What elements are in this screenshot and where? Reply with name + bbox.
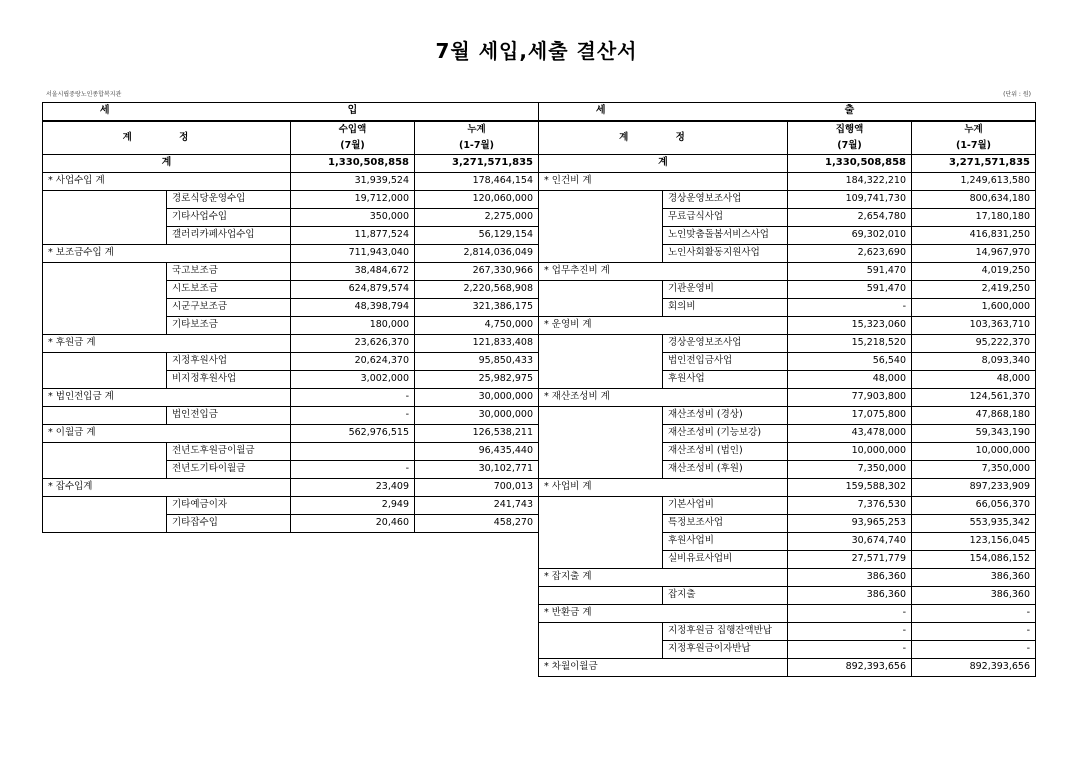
income-item-label: 비지정후원사업 [167, 370, 291, 388]
expense-indent-cell [539, 622, 663, 640]
expense-item-label: 지정후원금 집행잔액반납 [663, 622, 788, 640]
expense-cumulative-cell: 1,249,613,580 [912, 172, 1036, 190]
expense-amount-cell: 2,623,690 [788, 244, 912, 262]
income-item-label: 기타잡수입 [167, 514, 291, 532]
income-group-row [43, 388, 539, 406]
expense-indent-cell [539, 442, 663, 460]
expense-item-label: 특정보조사업 [663, 514, 788, 532]
expense-indent-cell [539, 208, 663, 226]
income-amount-cell: 19,712,000 [291, 190, 415, 208]
income-total-row [43, 154, 539, 172]
expense-group-row [539, 568, 1036, 586]
expense-item-row [539, 460, 1036, 478]
income-total-cumulative: 3,271,571,835 [415, 154, 539, 172]
expense-indent-cell [539, 352, 663, 370]
income-group-row [43, 424, 539, 442]
expense-group-row [539, 388, 1036, 406]
income-cumulative-cell: 96,435,440 [415, 442, 539, 460]
expense-amount-cell: 10,000,000 [788, 442, 912, 460]
income-amount-cell [291, 442, 415, 460]
expense-amount-cell: 56,540 [788, 352, 912, 370]
expense-item-label: 후원사업비 [663, 532, 788, 550]
expense-item-label: 노인사회활동지원사업 [663, 244, 788, 262]
expense-item-row [539, 442, 1036, 460]
income-item-row [43, 226, 539, 244]
expense-item-label: 후원사업 [663, 370, 788, 388]
expense-cumulative-cell: 553,935,342 [912, 514, 1036, 532]
income-table [42, 102, 539, 533]
expense-group-row [539, 316, 1036, 334]
income-cumulative-cell: 2,814,036,049 [415, 244, 539, 262]
income-amount-cell: 2,949 [291, 496, 415, 514]
expense-section-left: 세 [539, 103, 663, 121]
expense-amount-cell: - [788, 298, 912, 316]
income-cumulative-cell: 267,330,966 [415, 262, 539, 280]
income-amount-cell: 20,624,370 [291, 352, 415, 370]
income-cumulative-cell: 30,000,000 [415, 406, 539, 424]
page-title: 7월 세입,세출 결산서 [435, 39, 638, 63]
expense-item-label: 실비유료사업비 [663, 550, 788, 568]
expense-amount-cell: 15,323,060 [788, 316, 912, 334]
income-cumulative-cell: 241,743 [415, 496, 539, 514]
expense-cumulative-cell: 416,831,250 [912, 226, 1036, 244]
expense-indent-cell [539, 460, 663, 478]
expense-item-row [539, 280, 1036, 298]
expense-amount-cell: 93,965,253 [788, 514, 912, 532]
income-item-row [43, 190, 539, 208]
expense-cumulative-cell: 1,600,000 [912, 298, 1036, 316]
expense-total-label: 계 [539, 154, 788, 172]
income-indent-cell [43, 190, 167, 208]
expense-cumulative-cell: 10,000,000 [912, 442, 1036, 460]
expense-amount-cell: 77,903,800 [788, 388, 912, 406]
income-amount-cell: 350,000 [291, 208, 415, 226]
expense-cumulative-cell: 124,561,370 [912, 388, 1036, 406]
expense-indent-cell [539, 370, 663, 388]
expense-cumulative-cell: 386,360 [912, 586, 1036, 604]
income-item-row [43, 496, 539, 514]
expense-amount-cell: 17,075,800 [788, 406, 912, 424]
expense-cumulative-cell: 897,233,909 [912, 478, 1036, 496]
expense-cumulative-cell: 123,156,045 [912, 532, 1036, 550]
income-item-row [43, 370, 539, 388]
expense-group-row [539, 658, 1036, 676]
expense-item-label: 경상운영보조사업 [663, 334, 788, 352]
income-item-row [43, 460, 539, 478]
income-group-label: * 잡수입계 [43, 478, 291, 496]
expense-item-row [539, 298, 1036, 316]
expense-cumulative-cell: 17,180,180 [912, 208, 1036, 226]
income-group-label: * 후원금 계 [43, 334, 291, 352]
expense-indent-cell [539, 424, 663, 442]
income-item-label: 전년도기타이월금 [167, 460, 291, 478]
expense-header-cumulative: 누계 (1-7월) [912, 121, 1036, 155]
income-cumulative-cell: 25,982,975 [415, 370, 539, 388]
expense-item-label: 기본사업비 [663, 496, 788, 514]
expense-amount-cell: 15,218,520 [788, 334, 912, 352]
expense-total-cumulative: 3,271,571,835 [912, 154, 1036, 172]
income-group-row [43, 172, 539, 190]
expense-cumulative-cell: 95,222,370 [912, 334, 1036, 352]
income-cumulative-cell: 126,538,211 [415, 424, 539, 442]
income-cumulative-cell: 121,833,408 [415, 334, 539, 352]
expense-cumulative-cell: 59,343,190 [912, 424, 1036, 442]
expense-indent-cell [539, 532, 663, 550]
expense-indent-cell [539, 496, 663, 514]
expense-item-row [539, 640, 1036, 658]
expense-group-row [539, 478, 1036, 496]
income-item-row [43, 406, 539, 424]
expense-item-label: 경상운영보조사업 [663, 190, 788, 208]
expense-item-label: 회의비 [663, 298, 788, 316]
expense-group-row [539, 172, 1036, 190]
expense-item-row [539, 550, 1036, 568]
expense-total-row [539, 154, 1036, 172]
income-cumulative-cell: 30,000,000 [415, 388, 539, 406]
income-group-row [43, 334, 539, 352]
income-amount-cell: 38,484,672 [291, 262, 415, 280]
expense-group-label: * 업무추진비 계 [539, 262, 788, 280]
expense-item-row [539, 424, 1036, 442]
expense-item-row [539, 244, 1036, 262]
expense-amount-cell: - [788, 622, 912, 640]
expense-group-row [539, 262, 1036, 280]
income-group-row [43, 244, 539, 262]
expense-item-label: 무료급식사업 [663, 208, 788, 226]
expense-indent-cell [539, 514, 663, 532]
income-indent-cell [43, 316, 167, 334]
income-group-label: * 사업수입 계 [43, 172, 291, 190]
expense-item-row [539, 532, 1036, 550]
income-item-row [43, 352, 539, 370]
expense-item-row [539, 514, 1036, 532]
income-group-label: * 법인전입금 계 [43, 388, 291, 406]
income-cumulative-cell: 2,220,568,908 [415, 280, 539, 298]
expense-item-row [539, 622, 1036, 640]
expense-group-label: * 재산조성비 계 [539, 388, 788, 406]
expense-amount-cell: 7,376,530 [788, 496, 912, 514]
expense-column-header [539, 121, 1036, 155]
expense-group-label: * 인건비 계 [539, 172, 788, 190]
income-section-left: 세 [43, 103, 167, 121]
income-item-row [43, 262, 539, 280]
income-indent-cell [43, 352, 167, 370]
expense-item-row [539, 586, 1036, 604]
income-cumulative-cell: 120,060,000 [415, 190, 539, 208]
expense-amount-cell: 591,470 [788, 262, 912, 280]
income-item-label: 기타보조금 [167, 316, 291, 334]
income-amount-cell: 23,626,370 [291, 334, 415, 352]
income-item-label: 국고보조금 [167, 262, 291, 280]
expense-amount-cell: 109,741,730 [788, 190, 912, 208]
expense-table [538, 102, 1036, 677]
expense-amount-cell: 386,360 [788, 586, 912, 604]
expense-item-row [539, 190, 1036, 208]
income-indent-cell [43, 298, 167, 316]
expense-section-header [539, 103, 1036, 121]
expense-item-row [539, 208, 1036, 226]
expense-header-item: 계 정 [539, 121, 788, 155]
expense-item-row [539, 226, 1036, 244]
expense-amount-cell: 591,470 [788, 280, 912, 298]
expense-group-label: * 사업비 계 [539, 478, 788, 496]
expense-item-row [539, 370, 1036, 388]
expense-cumulative-cell: 2,419,250 [912, 280, 1036, 298]
expense-amount-cell: 159,588,302 [788, 478, 912, 496]
income-cumulative-cell: 458,270 [415, 514, 539, 532]
expense-cumulative-cell: 66,056,370 [912, 496, 1036, 514]
expense-item-label: 노인맞춤돌봄서비스사업 [663, 226, 788, 244]
income-indent-cell [43, 514, 167, 532]
income-item-label: 전년도후원금이월금 [167, 442, 291, 460]
expense-amount-cell: 27,571,779 [788, 550, 912, 568]
expense-amount-cell: 7,350,000 [788, 460, 912, 478]
income-amount-cell: 180,000 [291, 316, 415, 334]
income-cumulative-cell: 95,850,433 [415, 352, 539, 370]
income-amount-cell: 624,879,574 [291, 280, 415, 298]
income-amount-cell: - [291, 406, 415, 424]
expense-group-label: * 반환금 계 [539, 604, 788, 622]
expense-cumulative-cell: - [912, 622, 1036, 640]
expense-item-row [539, 352, 1036, 370]
expense-cumulative-cell: - [912, 604, 1036, 622]
expense-item-label: 재산조성비 (법인) [663, 442, 788, 460]
expense-amount-cell: - [788, 604, 912, 622]
income-amount-cell: 20,460 [291, 514, 415, 532]
expense-cumulative-cell: 47,868,180 [912, 406, 1036, 424]
income-section-header [43, 103, 539, 121]
unit-label: (단위 : 원) [1003, 91, 1031, 98]
expense-amount-cell: 48,000 [788, 370, 912, 388]
income-cumulative-cell: 700,013 [415, 478, 539, 496]
organization-name: 서울시립중랑노인종합복지관 [46, 91, 122, 98]
income-group-label: * 이월금 계 [43, 424, 291, 442]
expense-item-label: 재산조성비 (후원) [663, 460, 788, 478]
income-amount-cell: 711,943,040 [291, 244, 415, 262]
expense-indent-cell [539, 244, 663, 262]
income-item-row [43, 298, 539, 316]
expense-item-label: 법인전입금사업 [663, 352, 788, 370]
income-amount-cell: 3,002,000 [291, 370, 415, 388]
expense-item-label: 지정후원금이자반납 [663, 640, 788, 658]
income-cumulative-cell: 2,275,000 [415, 208, 539, 226]
income-indent-cell [43, 370, 167, 388]
expense-cumulative-cell: 7,350,000 [912, 460, 1036, 478]
income-total-label: 계 [43, 154, 291, 172]
expense-item-label: 재산조성비 (경상) [663, 406, 788, 424]
income-item-label: 갤러리카페사업수입 [167, 226, 291, 244]
expense-amount-cell: - [788, 640, 912, 658]
income-item-row [43, 442, 539, 460]
income-cumulative-cell: 321,386,175 [415, 298, 539, 316]
income-section-right: 입 [291, 103, 415, 121]
expense-cumulative-cell: 48,000 [912, 370, 1036, 388]
income-amount-cell: - [291, 460, 415, 478]
income-item-label: 시군구보조금 [167, 298, 291, 316]
expense-item-row [539, 496, 1036, 514]
income-total-amount: 1,330,508,858 [291, 154, 415, 172]
expense-indent-cell [539, 280, 663, 298]
income-indent-cell [43, 442, 167, 460]
expense-indent-cell [539, 640, 663, 658]
expense-indent-cell [539, 190, 663, 208]
expense-indent-cell [539, 406, 663, 424]
income-amount-cell: 11,877,524 [291, 226, 415, 244]
expense-amount-cell: 386,360 [788, 568, 912, 586]
expense-cumulative-cell: 892,393,656 [912, 658, 1036, 676]
expense-group-row [539, 604, 1036, 622]
expense-indent-cell [539, 550, 663, 568]
income-amount-cell: 23,409 [291, 478, 415, 496]
income-amount-cell: 31,939,524 [291, 172, 415, 190]
expense-group-label: * 잡지출 계 [539, 568, 788, 586]
income-item-label: 기타예금이자 [167, 496, 291, 514]
income-indent-cell [43, 262, 167, 280]
expense-item-row [539, 334, 1036, 352]
income-column-header [43, 121, 539, 155]
income-amount-cell: 562,976,515 [291, 424, 415, 442]
expense-item-row [539, 406, 1036, 424]
expense-item-label: 잡지출 [663, 586, 788, 604]
expense-indent-cell [539, 586, 663, 604]
expense-item-label: 기관운영비 [663, 280, 788, 298]
expense-amount-cell: 892,393,656 [788, 658, 912, 676]
income-item-row [43, 514, 539, 532]
income-indent-cell [43, 226, 167, 244]
expense-cumulative-cell: 154,086,152 [912, 550, 1036, 568]
expense-indent-cell [539, 226, 663, 244]
income-item-label: 기타사업수입 [167, 208, 291, 226]
expense-amount-cell: 184,322,210 [788, 172, 912, 190]
income-item-label: 지정후원사업 [167, 352, 291, 370]
expense-indent-cell [539, 298, 663, 316]
income-item-label: 법인전입금 [167, 406, 291, 424]
income-item-label: 시도보조금 [167, 280, 291, 298]
income-indent-cell [43, 496, 167, 514]
expense-header-amount: 집행액 (7월) [788, 121, 912, 155]
income-cumulative-cell: 4,750,000 [415, 316, 539, 334]
income-indent-cell [43, 460, 167, 478]
income-indent-cell [43, 208, 167, 226]
income-item-row [43, 316, 539, 334]
expense-cumulative-cell: 386,360 [912, 568, 1036, 586]
expense-indent-cell [539, 334, 663, 352]
expense-amount-cell: 69,302,010 [788, 226, 912, 244]
income-amount-cell: 48,398,794 [291, 298, 415, 316]
expense-section-right: 출 [788, 103, 912, 121]
income-amount-cell: - [291, 388, 415, 406]
expense-cumulative-cell: 4,019,250 [912, 262, 1036, 280]
income-header-cumulative: 누계 (1-7월) [415, 121, 539, 155]
expense-cumulative-cell: 8,093,340 [912, 352, 1036, 370]
expense-group-label: * 운영비 계 [539, 316, 788, 334]
expense-item-label: 재산조성비 (기능보강) [663, 424, 788, 442]
income-item-row [43, 208, 539, 226]
expense-cumulative-cell: 800,634,180 [912, 190, 1036, 208]
expense-amount-cell: 30,674,740 [788, 532, 912, 550]
expense-cumulative-cell: 14,967,970 [912, 244, 1036, 262]
income-cumulative-cell: 30,102,771 [415, 460, 539, 478]
income-indent-cell [43, 406, 167, 424]
income-cumulative-cell: 178,464,154 [415, 172, 539, 190]
expense-group-label: * 차월이월금 [539, 658, 788, 676]
expense-cumulative-cell: 103,363,710 [912, 316, 1036, 334]
income-group-label: * 보조금수입 계 [43, 244, 291, 262]
income-indent-cell [43, 280, 167, 298]
income-group-row [43, 478, 539, 496]
income-item-label: 경로식당운영수입 [167, 190, 291, 208]
expense-amount-cell: 2,654,780 [788, 208, 912, 226]
income-cumulative-cell: 56,129,154 [415, 226, 539, 244]
income-item-row [43, 280, 539, 298]
income-header-amount: 수입액 (7월) [291, 121, 415, 155]
expense-amount-cell: 43,478,000 [788, 424, 912, 442]
expense-total-amount: 1,330,508,858 [788, 154, 912, 172]
income-header-item: 계 정 [43, 121, 291, 155]
expense-cumulative-cell: - [912, 640, 1036, 658]
